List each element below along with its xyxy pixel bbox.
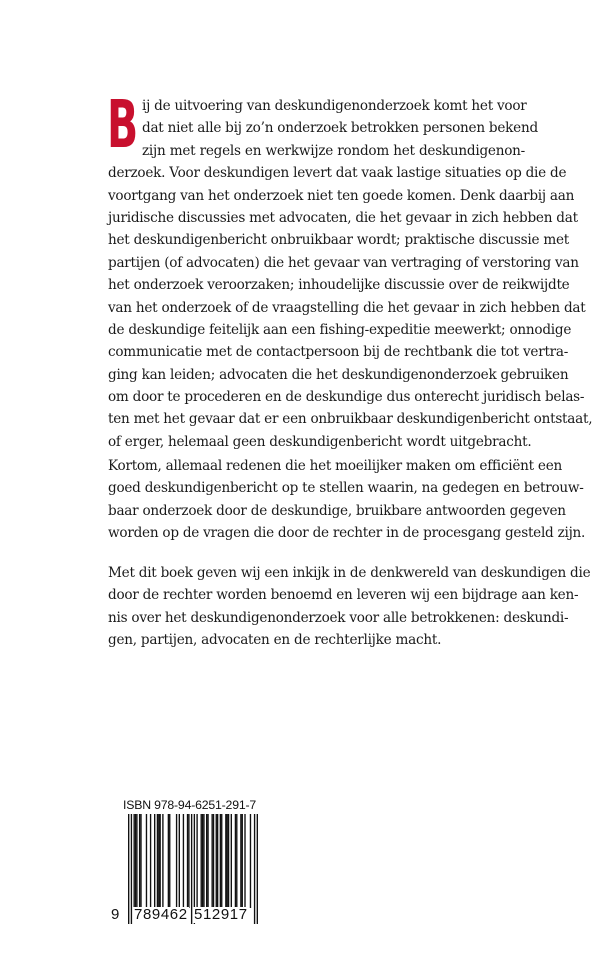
text-line: juridische discussies met advocaten, die het gevaar in zich hebben dat <box>108 209 578 226</box>
text-line: gen, partijen, advocaten en de rechterlijke macht. <box>108 632 442 649</box>
ean-left-group: 789462 <box>134 906 188 923</box>
text-line: ij de uitvoering van deskundigenonderzoek komt het voor <box>142 98 527 114</box>
ean-right-group: 512917 <box>194 906 248 923</box>
text-line: goed deskundigenbericht op te stellen waarin, na gedegen en betrouw- <box>108 480 584 497</box>
text-line: worden op de vragen die door de rechter in de procesgang gesteld zijn. <box>108 525 586 542</box>
text-line: het deskundigenbericht onbruikbaar wordt; praktische discussie met <box>108 232 569 249</box>
text-line: om door te procederen en de deskundige dus onterecht juridisch belas- <box>108 389 585 406</box>
text-line: voortgang van het onderzoek niet ten goede komen. Denk daarbij aan <box>108 187 575 204</box>
text-line: van het onderzoek of de vraagstelling die het gevaar in zich hebben dat <box>108 299 586 316</box>
isbn-barcode <box>108 796 268 928</box>
text-line: communicatie met de contactpersoon bij de rechtbank die tot vertra- <box>108 344 569 361</box>
dropcap-letter: B <box>107 86 139 163</box>
text-line: het onderzoek veroorzaken; inhoudelijke discussie over de reikwijdte <box>108 277 570 294</box>
paragraph-3 <box>108 562 591 652</box>
ean-first-digit: 9 <box>111 906 120 923</box>
paragraph-2 <box>108 455 586 545</box>
text-line: of erger, helemaal geen deskundigenbericht wordt uitgebracht. <box>108 433 532 450</box>
text-line: ten met het gevaar dat er een onbruikbaar deskundigenbericht ontstaat, <box>108 411 593 428</box>
isbn-label: ISBN 978-94-6251-291-7 <box>123 798 257 812</box>
paragraph-1 <box>107 86 593 453</box>
text-line: Met dit boek geven wij een inkijk in de denkwereld van deskundigen die <box>108 565 591 581</box>
text-line: zijn met regels en werkwijze rondom het deskundigenon- <box>142 142 525 159</box>
text-line: de deskundige feitelijk aan een fishing-expeditie meewerkt; onnodige <box>108 321 572 338</box>
text-line: partijen (of advocaten) die het gevaar van vertraging of verstoring van <box>108 254 579 271</box>
text-line: dat niet alle bij zo’n onderzoek betrokken personen bekend <box>142 120 538 137</box>
text-line: door de rechter worden benoemd en leveren wij een bijdrage aan ken- <box>108 587 579 604</box>
text-line: baar onderzoek door de deskundige, bruikbare antwoorden gegeven <box>108 502 566 519</box>
text-line: nis over het deskundigenonderzoek voor alle betrokkenen: deskundi- <box>108 609 569 626</box>
text-line: Kortom, allemaal redenen die het moeilijker maken om efficiënt een <box>108 458 562 474</box>
text-line: ging kan leiden; advocaten die het deskundigenonderzoek gebruiken <box>108 366 569 383</box>
text-line: derzoek. Voor deskundigen levert dat vaak lastige situaties op die de <box>108 165 567 182</box>
